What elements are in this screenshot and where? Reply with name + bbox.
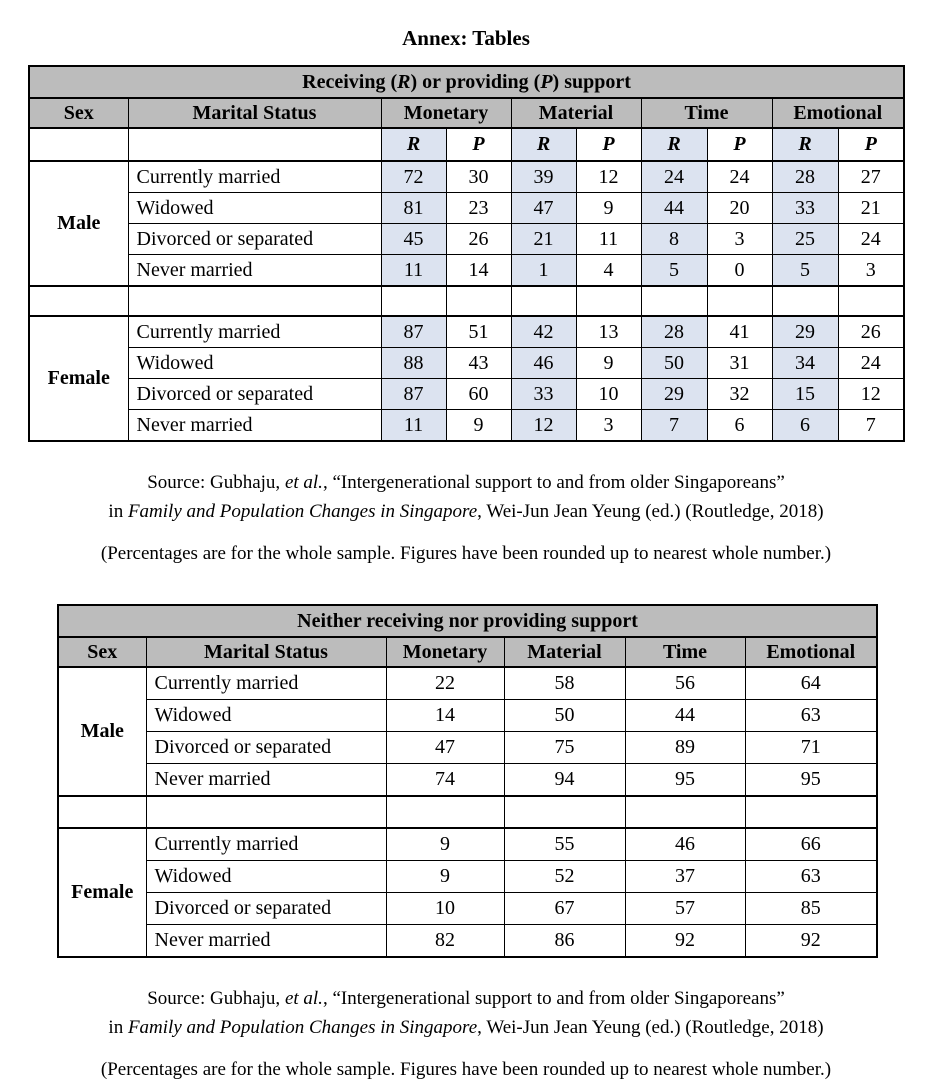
value-cell: 95: [625, 764, 745, 797]
source-text: in: [108, 1017, 128, 1038]
empty-cell: [29, 128, 128, 161]
value-cell: 81: [381, 193, 446, 224]
value-cell: 41: [707, 316, 772, 348]
spacer-cell: [381, 286, 446, 316]
marital-status-cell: Widowed: [146, 861, 386, 893]
table1-title-p: P: [540, 70, 553, 93]
source-text: , “Intergenerational support to and from older Singaporeans”: [322, 988, 785, 1009]
marital-status-cell: Never married: [146, 764, 386, 797]
table-row: [29, 255, 904, 287]
value-cell: 24: [838, 224, 904, 255]
spacer-cell: [745, 796, 877, 828]
value-cell: 9: [386, 861, 504, 893]
value-cell: 14: [386, 700, 504, 732]
table1-title-text: Receiving (: [302, 70, 398, 93]
value-cell: 32: [707, 379, 772, 410]
source-etal: et al.: [284, 988, 323, 1009]
value-cell: 29: [641, 379, 707, 410]
spacer-cell: [641, 286, 707, 316]
value-cell: 42: [511, 316, 576, 348]
value-cell: 24: [641, 161, 707, 193]
col-header-sex: Sex: [58, 637, 146, 667]
value-cell: 34: [772, 348, 838, 379]
spacer-cell: [386, 796, 504, 828]
spacer-cell: [838, 286, 904, 316]
value-cell: 11: [576, 224, 641, 255]
value-cell: 9: [576, 193, 641, 224]
value-cell: 33: [511, 379, 576, 410]
value-cell: 29: [772, 316, 838, 348]
col-header-emotional: Emotional: [745, 637, 877, 667]
source-text: , Wei-Jun Jean Yeung (ed.) (Routledge, 2018): [477, 501, 824, 522]
value-cell: 92: [625, 925, 745, 958]
value-cell: 44: [625, 700, 745, 732]
table1-header-row: [29, 98, 904, 128]
table2-header-row: [58, 637, 877, 667]
value-cell: 12: [838, 379, 904, 410]
value-cell: 3: [707, 224, 772, 255]
table1-title-row: [29, 66, 904, 98]
source-line1: [0, 468, 932, 497]
value-cell: 75: [504, 732, 625, 764]
value-cell: 11: [381, 410, 446, 442]
value-cell: 28: [641, 316, 707, 348]
value-cell: 85: [745, 893, 877, 925]
value-cell: 72: [381, 161, 446, 193]
value-cell: 92: [745, 925, 877, 958]
value-cell: 10: [576, 379, 641, 410]
value-cell: 63: [745, 700, 877, 732]
value-cell: 21: [511, 224, 576, 255]
value-cell: 9: [576, 348, 641, 379]
value-cell: 3: [576, 410, 641, 442]
value-cell: 66: [745, 828, 877, 861]
value-cell: 26: [446, 224, 511, 255]
value-cell: 31: [707, 348, 772, 379]
value-cell: 6: [707, 410, 772, 442]
value-cell: 50: [504, 700, 625, 732]
value-cell: 82: [386, 925, 504, 958]
spacer-cell: [58, 796, 146, 828]
source-book-title: Family and Population Changes in Singapore: [127, 1017, 478, 1038]
value-cell: 7: [641, 410, 707, 442]
value-cell: 24: [707, 161, 772, 193]
value-cell: 50: [641, 348, 707, 379]
table-row: [58, 667, 877, 700]
value-cell: 12: [511, 410, 576, 442]
table-row: [58, 700, 877, 732]
value-cell: 43: [446, 348, 511, 379]
marital-status-cell: Currently married: [128, 316, 381, 348]
value-cell: 9: [446, 410, 511, 442]
value-cell: 47: [511, 193, 576, 224]
table1-title: [29, 66, 904, 98]
source-text: , “Intergenerational support to and from older Singaporeans”: [322, 472, 785, 493]
table-row: [58, 893, 877, 925]
subheader-r: R: [641, 128, 707, 161]
value-cell: 20: [707, 193, 772, 224]
value-cell: 1: [511, 255, 576, 287]
value-cell: 87: [381, 379, 446, 410]
table1-title-r: R: [397, 70, 411, 93]
source-note: [0, 984, 932, 1084]
marital-status-cell: Divorced or separated: [146, 732, 386, 764]
table-row: [29, 316, 904, 348]
value-cell: 25: [772, 224, 838, 255]
value-cell: 57: [625, 893, 745, 925]
marital-status-cell: Currently married: [128, 161, 381, 193]
table2-title: Neither receiving nor providing support: [58, 605, 877, 637]
col-header-marital-status: Marital Status: [146, 637, 386, 667]
neither-support-table: [57, 604, 878, 958]
marital-status-cell: Never married: [128, 255, 381, 287]
value-cell: 67: [504, 893, 625, 925]
col-header-time: Time: [641, 98, 772, 128]
value-cell: 23: [446, 193, 511, 224]
table1-subheader-row: [29, 128, 904, 161]
value-cell: 33: [772, 193, 838, 224]
spacer-cell: [511, 286, 576, 316]
value-cell: 5: [641, 255, 707, 287]
spacer-cell: [576, 286, 641, 316]
receiving-providing-table: [28, 65, 905, 442]
table-row: [29, 224, 904, 255]
empty-cell: [128, 128, 381, 161]
table-row: [58, 732, 877, 764]
table-row: [58, 861, 877, 893]
source-line1: [0, 984, 932, 1013]
value-cell: 24: [838, 348, 904, 379]
table-row: [29, 348, 904, 379]
marital-status-cell: Divorced or separated: [146, 893, 386, 925]
marital-status-cell: Widowed: [146, 700, 386, 732]
col-header-material: Material: [504, 637, 625, 667]
col-header-material: Material: [511, 98, 641, 128]
value-cell: 4: [576, 255, 641, 287]
subheader-r: R: [772, 128, 838, 161]
marital-status-cell: Never married: [146, 925, 386, 958]
value-cell: 11: [381, 255, 446, 287]
col-header-monetary: Monetary: [386, 637, 504, 667]
value-cell: 95: [745, 764, 877, 797]
table-row: [58, 925, 877, 958]
value-cell: 27: [838, 161, 904, 193]
marital-status-cell: Widowed: [128, 348, 381, 379]
spacer-cell: [772, 286, 838, 316]
value-cell: 22: [386, 667, 504, 700]
spacer-cell: [707, 286, 772, 316]
percentages-note: (Percentages are for the whole sample. Figures have been rounded up to nearest whole number.): [100, 1059, 832, 1080]
value-cell: 60: [446, 379, 511, 410]
marital-status-cell: Never married: [128, 410, 381, 442]
source-text: , Wei-Jun Jean Yeung (ed.) (Routledge, 2018): [477, 1017, 824, 1038]
spacer-cell: [446, 286, 511, 316]
source-text: Source: Gubhaju,: [147, 472, 285, 493]
source-line2: [0, 497, 932, 526]
value-cell: 15: [772, 379, 838, 410]
source-book-title: Family and Population Changes in Singapore: [127, 501, 478, 522]
document-page: [0, 26, 932, 1080]
value-cell: 89: [625, 732, 745, 764]
table-row: [29, 379, 904, 410]
value-cell: 30: [446, 161, 511, 193]
value-cell: 88: [381, 348, 446, 379]
marital-status-cell: Widowed: [128, 193, 381, 224]
subheader-p: P: [838, 128, 904, 161]
value-cell: 44: [641, 193, 707, 224]
value-cell: 87: [381, 316, 446, 348]
marital-status-cell: Divorced or separated: [128, 379, 381, 410]
value-cell: 28: [772, 161, 838, 193]
value-cell: 51: [446, 316, 511, 348]
table1-title-text: ) or providing (: [410, 70, 541, 93]
value-cell: 3: [838, 255, 904, 287]
value-cell: 21: [838, 193, 904, 224]
value-cell: 46: [511, 348, 576, 379]
col-header-emotional: Emotional: [772, 98, 904, 128]
spacer-cell: [504, 796, 625, 828]
source-text: Source: Gubhaju,: [147, 988, 285, 1009]
table-row: [29, 193, 904, 224]
table-row: [58, 828, 877, 861]
table2-title-row: [58, 605, 877, 637]
marital-status-cell: Currently married: [146, 828, 386, 861]
subheader-p: P: [576, 128, 641, 161]
subheader-p: P: [446, 128, 511, 161]
sex-cell-female: Female: [58, 828, 146, 957]
value-cell: 52: [504, 861, 625, 893]
col-header-marital-status: Marital Status: [128, 98, 381, 128]
table-row: [58, 764, 877, 797]
sex-cell-male: Male: [29, 161, 128, 286]
spacer-row: [29, 286, 904, 316]
value-cell: 13: [576, 316, 641, 348]
value-cell: 46: [625, 828, 745, 861]
value-cell: 56: [625, 667, 745, 700]
subheader-r: R: [381, 128, 446, 161]
marital-status-cell: Currently married: [146, 667, 386, 700]
value-cell: 14: [446, 255, 511, 287]
value-cell: 47: [386, 732, 504, 764]
value-cell: 39: [511, 161, 576, 193]
value-cell: 12: [576, 161, 641, 193]
value-cell: 86: [504, 925, 625, 958]
value-cell: 71: [745, 732, 877, 764]
table1-title-text: ) support: [552, 70, 631, 93]
value-cell: 26: [838, 316, 904, 348]
value-cell: 45: [381, 224, 446, 255]
source-line2: [0, 1013, 932, 1042]
col-header-monetary: Monetary: [381, 98, 511, 128]
marital-status-cell: Divorced or separated: [128, 224, 381, 255]
value-cell: 64: [745, 667, 877, 700]
value-cell: 7: [838, 410, 904, 442]
col-header-sex: Sex: [29, 98, 128, 128]
spacer-cell: [29, 286, 128, 316]
value-cell: 0: [707, 255, 772, 287]
table-row: [29, 161, 904, 193]
spacer-cell: [146, 796, 386, 828]
value-cell: 94: [504, 764, 625, 797]
spacer-cell: [128, 286, 381, 316]
value-cell: 8: [641, 224, 707, 255]
value-cell: 9: [386, 828, 504, 861]
spacer-cell: [625, 796, 745, 828]
percentages-note: (Percentages are for the whole sample. Figures have been rounded up to nearest whole number.): [100, 543, 832, 564]
source-text: in: [108, 501, 128, 522]
table-row: [29, 410, 904, 442]
subheader-r: R: [511, 128, 576, 161]
sex-cell-female: Female: [29, 316, 128, 441]
subheader-p: P: [707, 128, 772, 161]
value-cell: 58: [504, 667, 625, 700]
value-cell: 55: [504, 828, 625, 861]
value-cell: 74: [386, 764, 504, 797]
sex-cell-male: Male: [58, 667, 146, 796]
source-note: [0, 468, 932, 568]
value-cell: 6: [772, 410, 838, 442]
value-cell: 63: [745, 861, 877, 893]
col-header-time: Time: [625, 637, 745, 667]
spacer-row: [58, 796, 877, 828]
value-cell: 5: [772, 255, 838, 287]
value-cell: 10: [386, 893, 504, 925]
source-etal: et al.: [284, 472, 323, 493]
value-cell: 37: [625, 861, 745, 893]
page-title: Annex: Tables: [402, 26, 530, 50]
